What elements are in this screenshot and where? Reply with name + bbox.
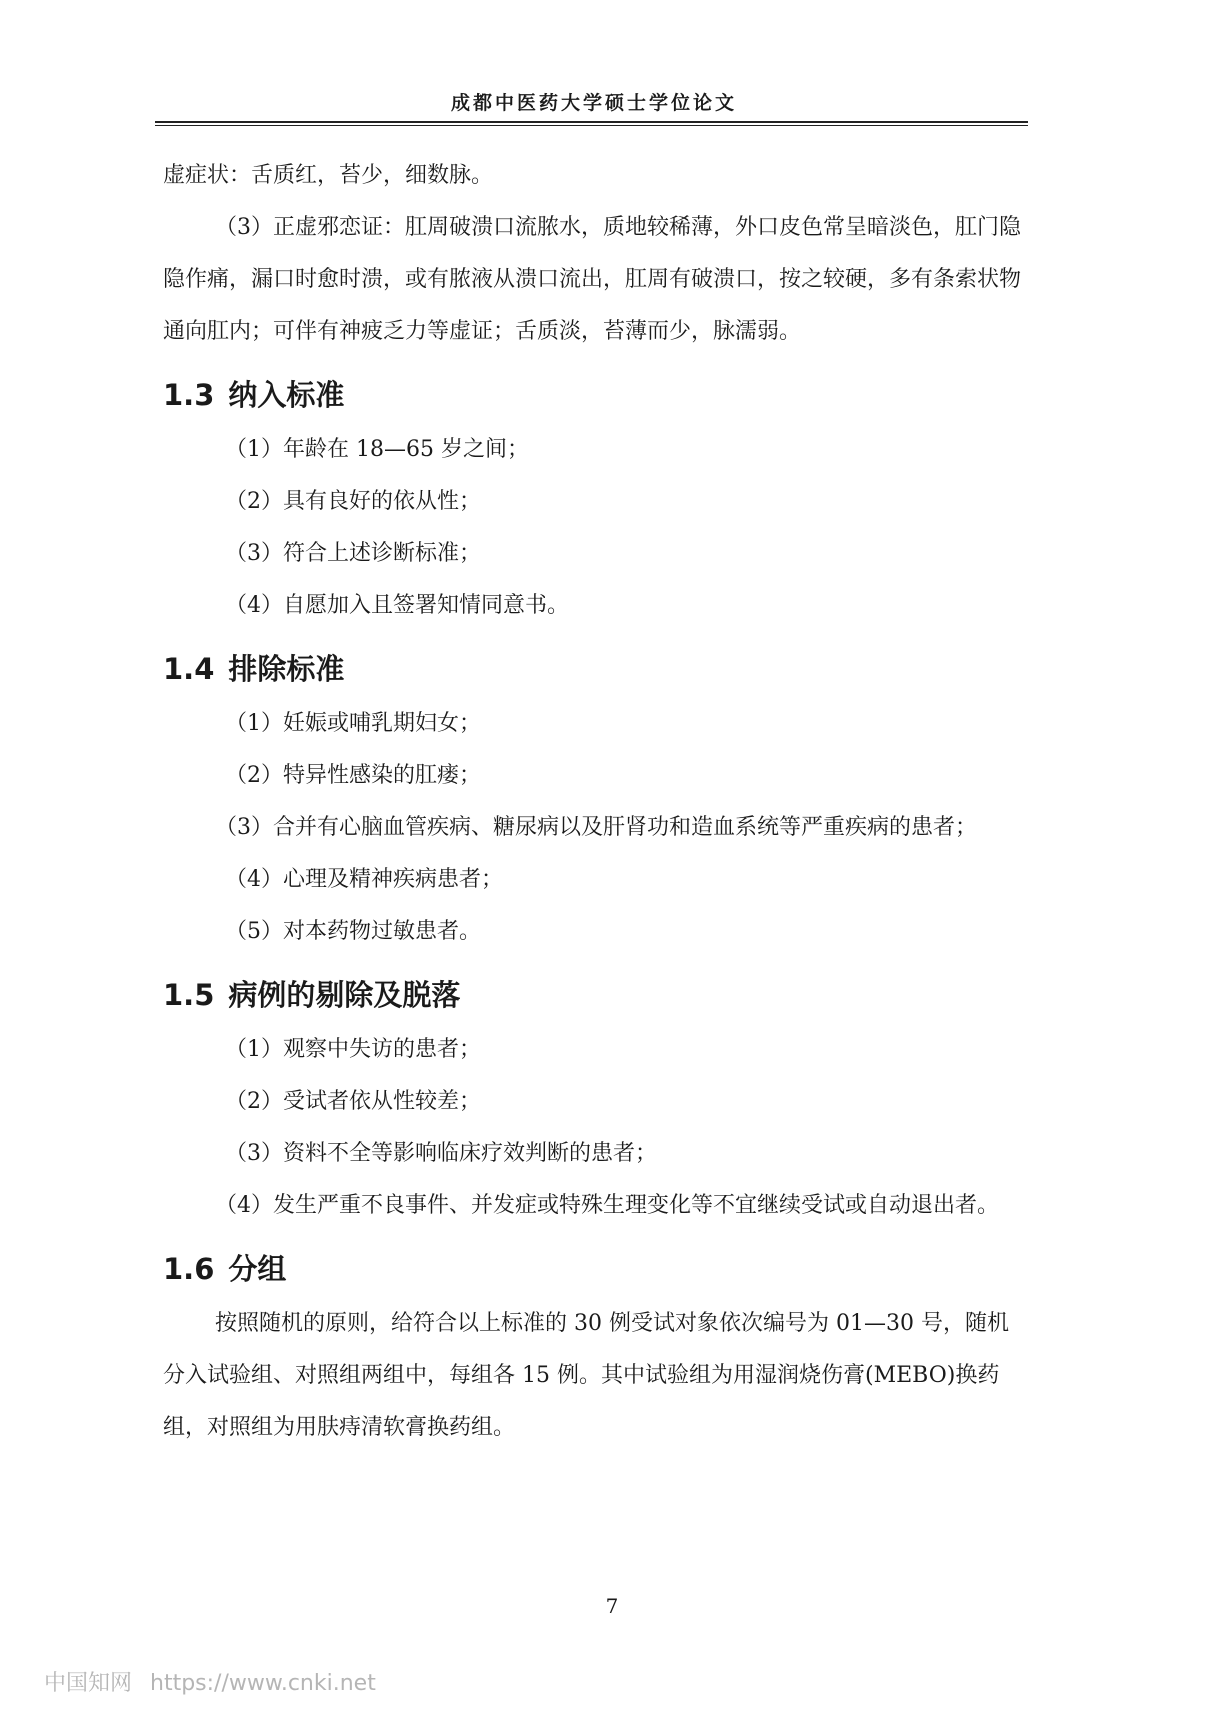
section-title: 分组 bbox=[228, 1252, 287, 1286]
page-number: 7 bbox=[605, 1594, 619, 1618]
list-item: （3）资料不全等影响临床疗效判断的患者； bbox=[225, 1141, 657, 1166]
section-number: 1.3 bbox=[163, 378, 215, 412]
section-heading bbox=[163, 372, 1025, 418]
list-item: （2）特异性感染的肛瘘； bbox=[225, 763, 481, 788]
watermark bbox=[44, 1666, 376, 1697]
section-heading bbox=[163, 646, 1025, 692]
section-title: 病例的剔除及脱落 bbox=[228, 978, 461, 1012]
section-number: 1.4 bbox=[163, 652, 215, 686]
list-item: （5）对本药物过敏患者。 bbox=[225, 919, 481, 944]
section-heading bbox=[163, 1246, 1025, 1292]
watermark-url: https://www.cnki.net bbox=[150, 1671, 376, 1696]
list-item: （2）具有良好的依从性； bbox=[225, 489, 481, 514]
section-title: 纳入标准 bbox=[228, 378, 345, 412]
page-body bbox=[163, 150, 1025, 1454]
paragraph: 虚症状：舌质红，苔少，细数脉。 bbox=[163, 163, 494, 188]
section-heading bbox=[163, 972, 1025, 1018]
list-item: （4）心理及精神疾病患者； bbox=[225, 867, 503, 892]
list-item: （4）自愿加入且签署知情同意书。 bbox=[225, 593, 569, 618]
section-number: 1.6 bbox=[163, 1252, 215, 1286]
section-number: 1.5 bbox=[163, 978, 215, 1012]
paragraph: 按照随机的原则，给符合以上标准的 30 例受试对象依次编号为 01—30 号，随机分入试验组、对照组两组中，每组各 15 例。其中试验组为用湿润烧伤膏(MEBO)换药组，对照组为用肤痔清软膏换药组。 bbox=[163, 1311, 1009, 1440]
list-item: （1）年龄在 18—65 岁之间； bbox=[225, 437, 529, 462]
list-item: （1）观察中失访的患者； bbox=[225, 1037, 481, 1062]
list-item: （3）符合上述诊断标准； bbox=[225, 541, 481, 566]
list-item: （3）合并有心脑血管疾病、糖尿病以及肝肾功和造血系统等严重疾病的患者； bbox=[215, 815, 977, 840]
paragraph: （3）正虚邪恋证：肛周破溃口流脓水，质地较稀薄，外口皮色常呈暗淡色，肛门隐隐作痛，漏口时愈时溃，或有脓液从溃口流出，肛周有破溃口，按之较硬，多有条索状物通向肛内；可伴有神疲乏力等虚证；舌质淡，苔薄而少，脉濡弱。 bbox=[163, 215, 1022, 344]
list-item: （2）受试者依从性较差； bbox=[225, 1089, 481, 1114]
section-title: 排除标准 bbox=[228, 652, 345, 686]
running-header: 成都中医药大学硕士学位论文 bbox=[450, 92, 737, 114]
watermark-site: 中国知网 bbox=[44, 1671, 133, 1696]
list-item: （4）发生严重不良事件、并发症或特殊生理变化等不宜继续受试或自动退出者。 bbox=[215, 1193, 999, 1218]
list-item: （1）妊娠或哺乳期妇女； bbox=[225, 711, 481, 736]
header-rule bbox=[155, 121, 1028, 126]
